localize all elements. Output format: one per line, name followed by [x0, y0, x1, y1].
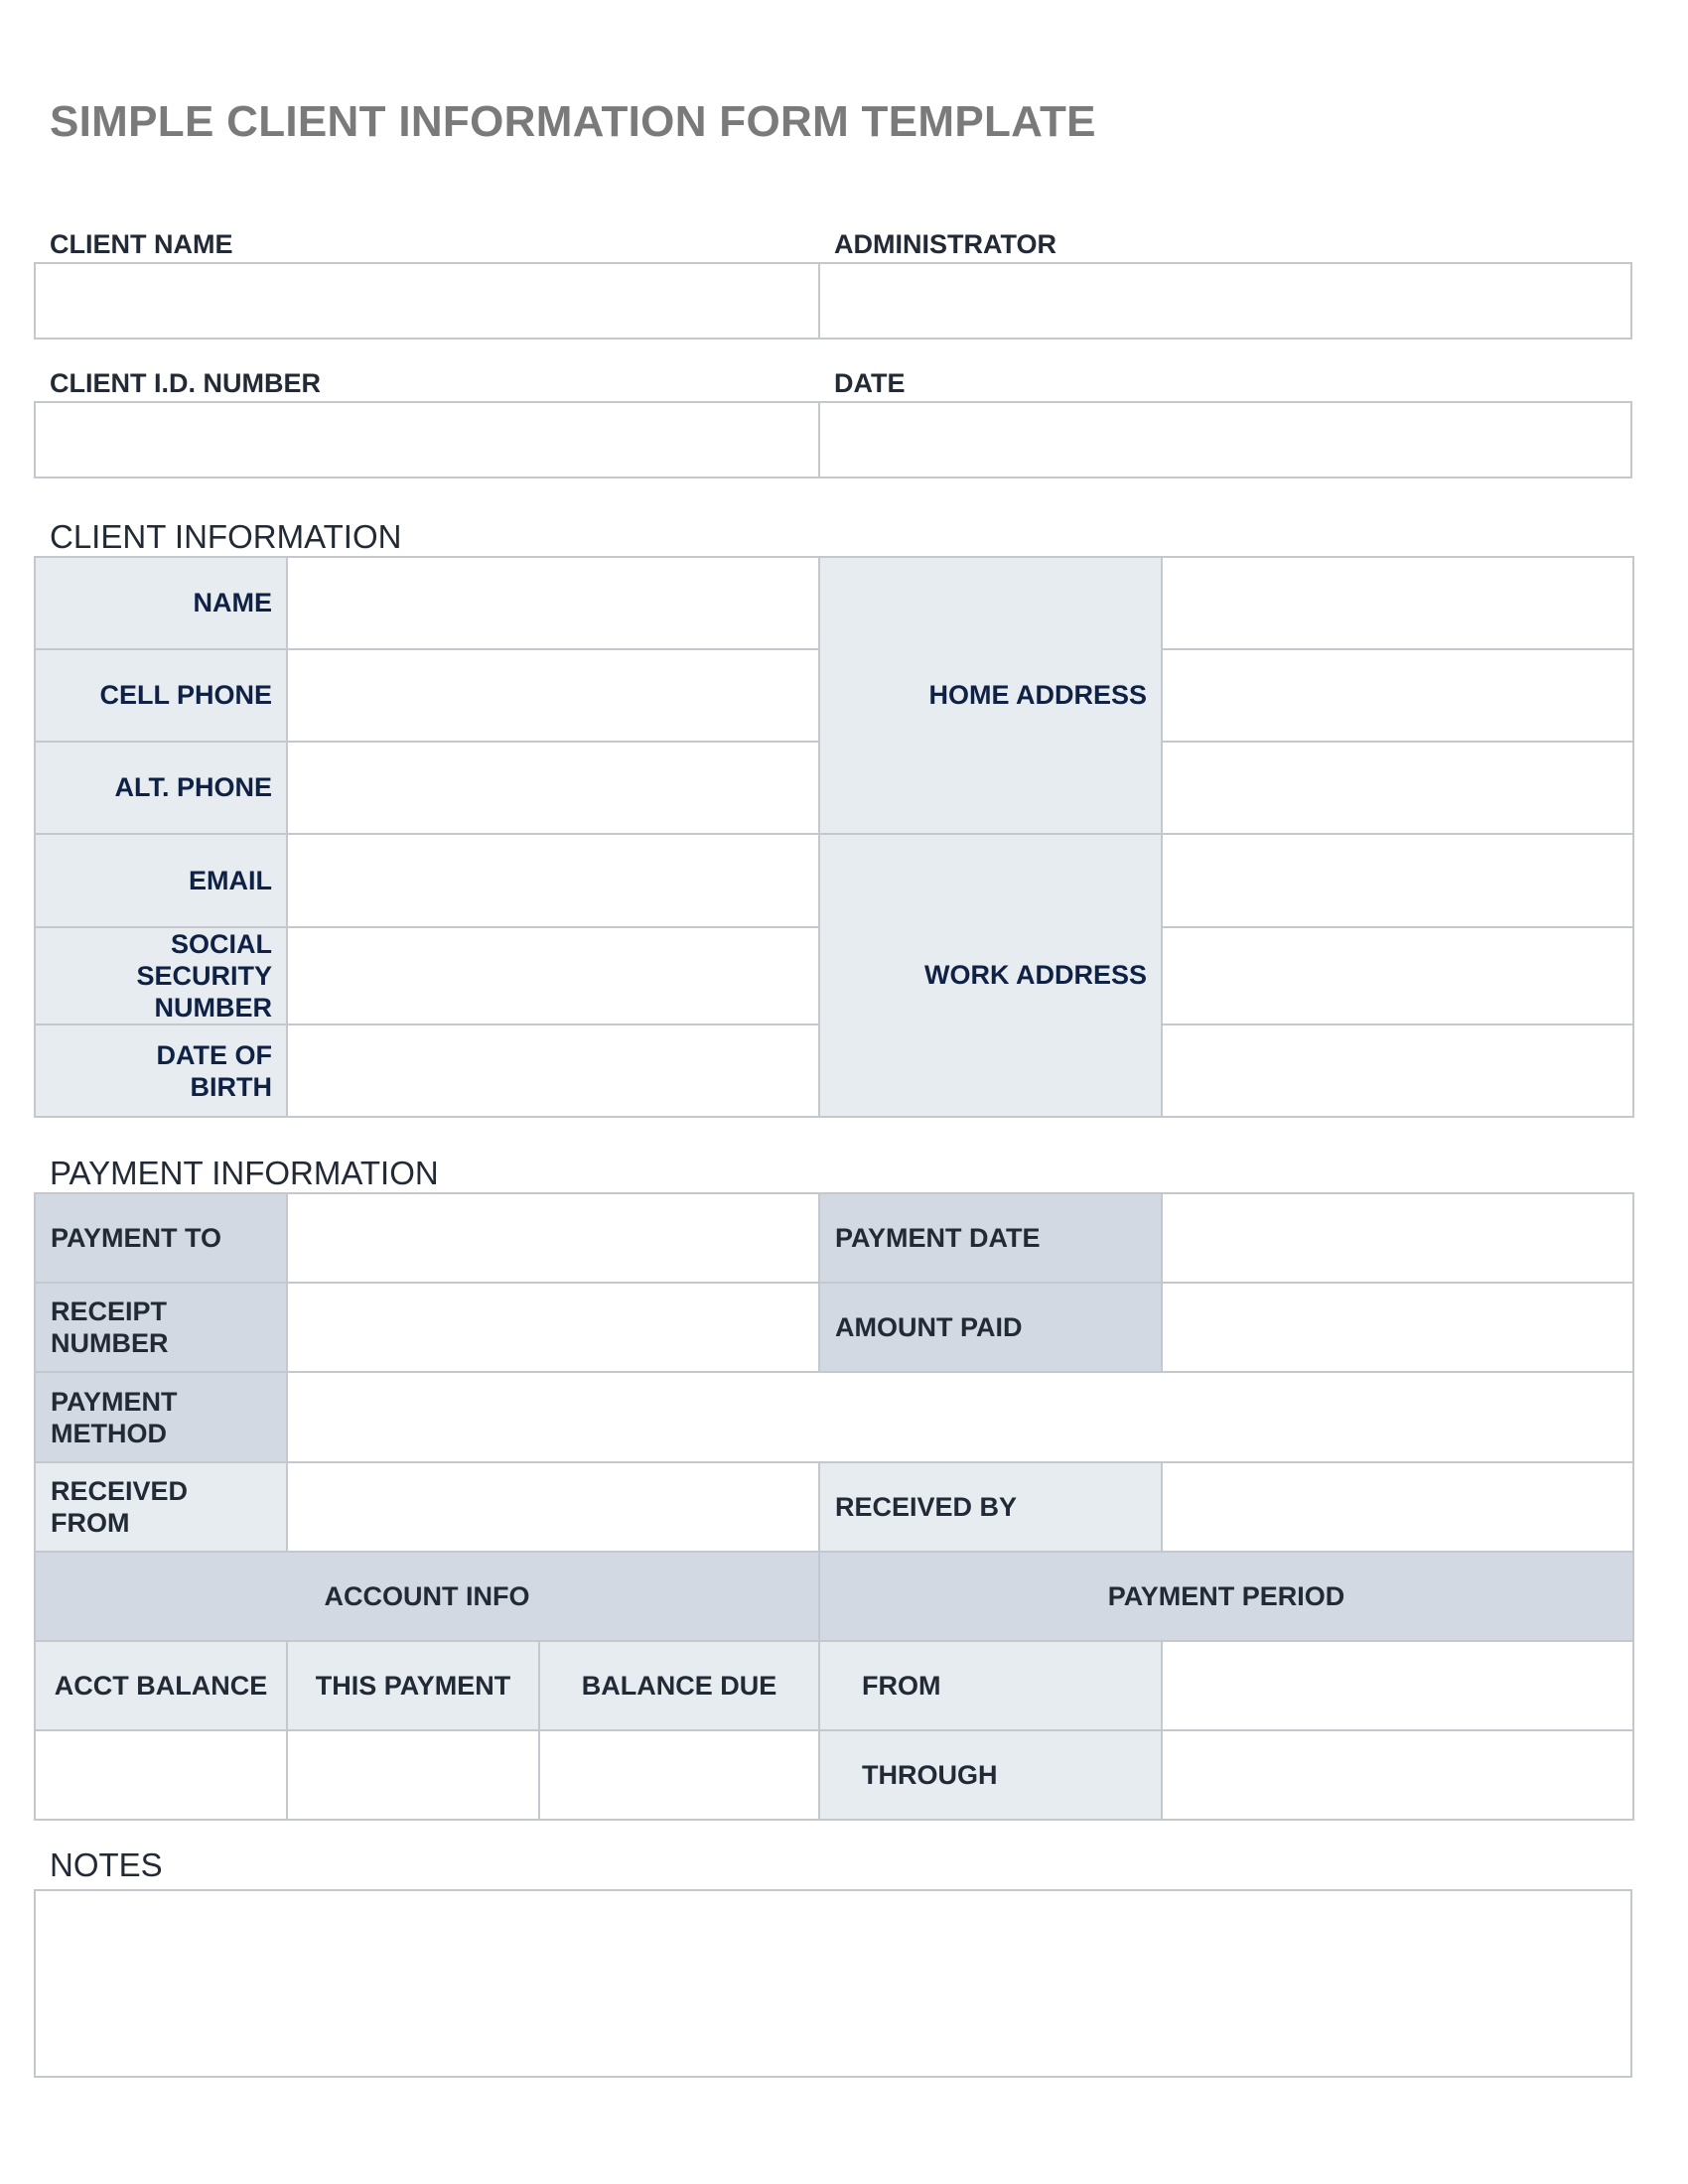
balance-due-label: BALANCE DUE: [539, 1641, 819, 1730]
received-from-label-text: RECEIVED FROM: [51, 1476, 189, 1538]
received-from-label: [35, 1462, 287, 1552]
acct-balance-label: ACCT BALANCE: [35, 1641, 287, 1730]
payment-method-label: [35, 1372, 287, 1462]
date-label: DATE: [834, 368, 906, 398]
through-label: THROUGH: [819, 1730, 1162, 1820]
payment-information-heading: PAYMENT INFORMATION: [50, 1155, 439, 1191]
email-label: EMAIL: [35, 834, 287, 927]
email-field[interactable]: [287, 834, 819, 927]
from-field[interactable]: [1162, 1641, 1633, 1730]
ssn-label: [35, 927, 287, 1024]
client-name-admin-row: [34, 262, 1632, 340]
receipt-number-label-text: RECEIPT NUMBER: [51, 1297, 169, 1358]
date-field[interactable]: [820, 403, 1630, 477]
name-label: NAME: [35, 557, 287, 649]
client-id-date-row: [34, 401, 1632, 478]
payment-to-label: PAYMENT TO: [35, 1193, 287, 1283]
payment-to-field[interactable]: [287, 1193, 819, 1283]
home-address-label: HOME ADDRESS: [819, 557, 1162, 834]
through-field[interactable]: [1162, 1730, 1633, 1820]
receipt-number-field[interactable]: [287, 1283, 819, 1372]
balance-due-field[interactable]: [539, 1730, 819, 1820]
client-id-label: CLIENT I.D. NUMBER: [50, 368, 321, 398]
work-address-line-2[interactable]: [1162, 927, 1633, 1024]
payment-method-label-text: PAYMENT METHOD: [51, 1386, 178, 1448]
received-by-field[interactable]: [1162, 1462, 1633, 1552]
receipt-number-label: [35, 1283, 287, 1372]
payment-method-field[interactable]: [287, 1372, 1633, 1462]
payment-period-header: PAYMENT PERIOD: [819, 1552, 1633, 1641]
amount-paid-field[interactable]: [1162, 1283, 1633, 1372]
account-info-header: ACCOUNT INFO: [35, 1552, 819, 1641]
dob-label-text: DATE OF BIRTH: [156, 1039, 272, 1102]
payment-date-label: PAYMENT DATE: [819, 1193, 1162, 1283]
this-payment-label: THIS PAYMENT: [287, 1641, 539, 1730]
received-by-label: RECEIVED BY: [819, 1462, 1162, 1552]
name-field[interactable]: [287, 557, 819, 649]
client-name-label: CLIENT NAME: [50, 229, 233, 259]
from-label: FROM: [819, 1641, 1162, 1730]
dob-label: [35, 1024, 287, 1117]
client-information-table: [34, 556, 1634, 1118]
cell-phone-field[interactable]: [287, 649, 819, 742]
client-information-heading: CLIENT INFORMATION: [50, 518, 402, 555]
cell-phone-label: CELL PHONE: [35, 649, 287, 742]
amount-paid-label: AMOUNT PAID: [819, 1283, 1162, 1372]
client-id-field[interactable]: [36, 403, 818, 477]
received-from-field[interactable]: [287, 1462, 819, 1552]
administrator-label: ADMINISTRATOR: [834, 229, 1056, 259]
work-address-label: WORK ADDRESS: [819, 834, 1162, 1117]
payment-information-table: [34, 1192, 1634, 1821]
home-address-line-3[interactable]: [1162, 742, 1633, 834]
notes-field[interactable]: [34, 1889, 1632, 2078]
this-payment-field[interactable]: [287, 1730, 539, 1820]
work-address-line-3[interactable]: [1162, 1024, 1633, 1117]
home-address-line-1[interactable]: [1162, 557, 1633, 649]
ssn-label-text: SOCIAL SECURITY NUMBER: [136, 929, 272, 1023]
alt-phone-field[interactable]: [287, 742, 819, 834]
work-address-line-1[interactable]: [1162, 834, 1633, 927]
acct-balance-field[interactable]: [35, 1730, 287, 1820]
page-title: SIMPLE CLIENT INFORMATION FORM TEMPLATE: [50, 97, 1096, 146]
notes-heading: NOTES: [50, 1846, 163, 1883]
home-address-line-2[interactable]: [1162, 649, 1633, 742]
administrator-field[interactable]: [820, 264, 1630, 338]
payment-date-field[interactable]: [1162, 1193, 1633, 1283]
alt-phone-label: ALT. PHONE: [35, 742, 287, 834]
ssn-field[interactable]: [287, 927, 819, 1024]
dob-field[interactable]: [287, 1024, 819, 1117]
client-name-field[interactable]: [36, 264, 818, 338]
